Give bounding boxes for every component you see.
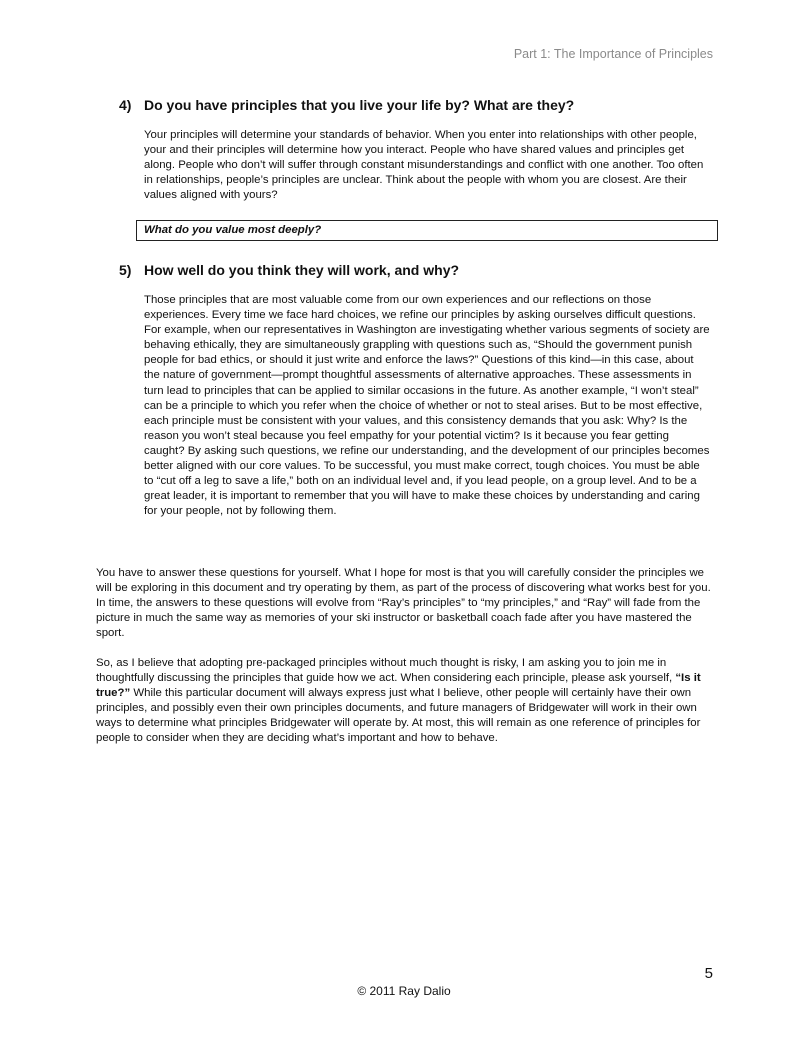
closing-paragraph-2-start: So, as I believe that adopting pre-packaged principles without much thought is risky, I am asking you to join me in thoughtfully discussing the principles that guide how we act. When considering each principle, please ask yourself, xyxy=(96,657,676,685)
question-4-number: 4) xyxy=(119,97,132,113)
closing-paragraph-1: You have to answer these questions for yourself. What I hope for most is that you will carefully consider the principles we will be exploring in this document and try operating by them, as part of the process of discovering what works best for you. In time, the answers to these questions will evolve from “Ray’s principles” to “my principles,” and “Ray” will fade from the picture in much the same way as memories of your ski instructor or basketball coach fade after you have mastered the sport. xyxy=(96,567,711,640)
copyright-footer: © 2011 Ray Dalio xyxy=(357,984,451,998)
callout-box xyxy=(136,220,718,241)
is-it-true-emphasis: “Is it true?” xyxy=(96,672,701,700)
question-5-paragraph: Those principles that are most valuable come from our own experiences and our reflections on those experiences. Every time we face hard choices, we refine our principles by asking ourselves difficult questions. For example, when our representatives in Washington are investigating whether various segments of society are behaving ethically, they are simultaneously grappling with questions such as, “Should the government punish people for bad ethics, or should it just write and enforce the laws?” Questions of this kind—in this case, about the nature of government—prompt thoughtful assessments of alternative approaches. These assessments in turn lead to principles that can be applied to similar occasions in the future. As another example, “I won’t steal” can be a principle to which you refer when the choice of whether or not to steal arises. But to be most effective, each principle must be consistent with your values, and this consistency demands that you ask: Why? Is the reason you won’t steal because you feel empathy for your potential victim? Is it because you fear getting caught? By asking such questions, we refine our understanding, and the development of our principles becomes better aligned with our core values. To be successful, you must make correct, tough choices. You must be able to “cut off a leg to save a life,” both on an individual level and, if you lead people, on a group level. And to be a great leader, it is important to remember that you will have to make these choices by understanding and caring for your people, not by following them. xyxy=(144,294,710,518)
question-4-text: Do you have principles that you live your life by? What are they? xyxy=(144,97,575,113)
question-4-paragraph: Your principles will determine your standards of behavior. When you enter into relationships with other people, your and their principles will determine how you interact. People who have shared values and principles get along. People who don’t will suffer through constant misunderstandings and conflict with one another. Too often in relationships, people’s principles are unclear. Think about the people with whom you are closest. Are their values aligned with yours? xyxy=(144,129,704,202)
question-5-number: 5) xyxy=(119,262,132,278)
question-4-heading xyxy=(119,97,574,113)
callout-text: What do you value most deeply? xyxy=(144,224,322,236)
running-header: Part 1: The Importance of Principles xyxy=(513,47,713,61)
question-5-text: How well do you think they will work, and why? xyxy=(144,262,460,278)
closing-paragraph-2-end: While this particular document will always express just what I believe, other people will certainly have their own principles, and possibly even their own principles documents, and future managers of Bridgewater will work in their own ways to determine what principles Bridgewater will operate by. At most, this will remain as one reference of principles for people to consider when they are deciding what’s important and how to behave. xyxy=(96,687,701,745)
closing-paragraph-2 xyxy=(96,656,712,747)
question-5-heading xyxy=(119,262,459,278)
page-number: 5 xyxy=(704,965,713,982)
